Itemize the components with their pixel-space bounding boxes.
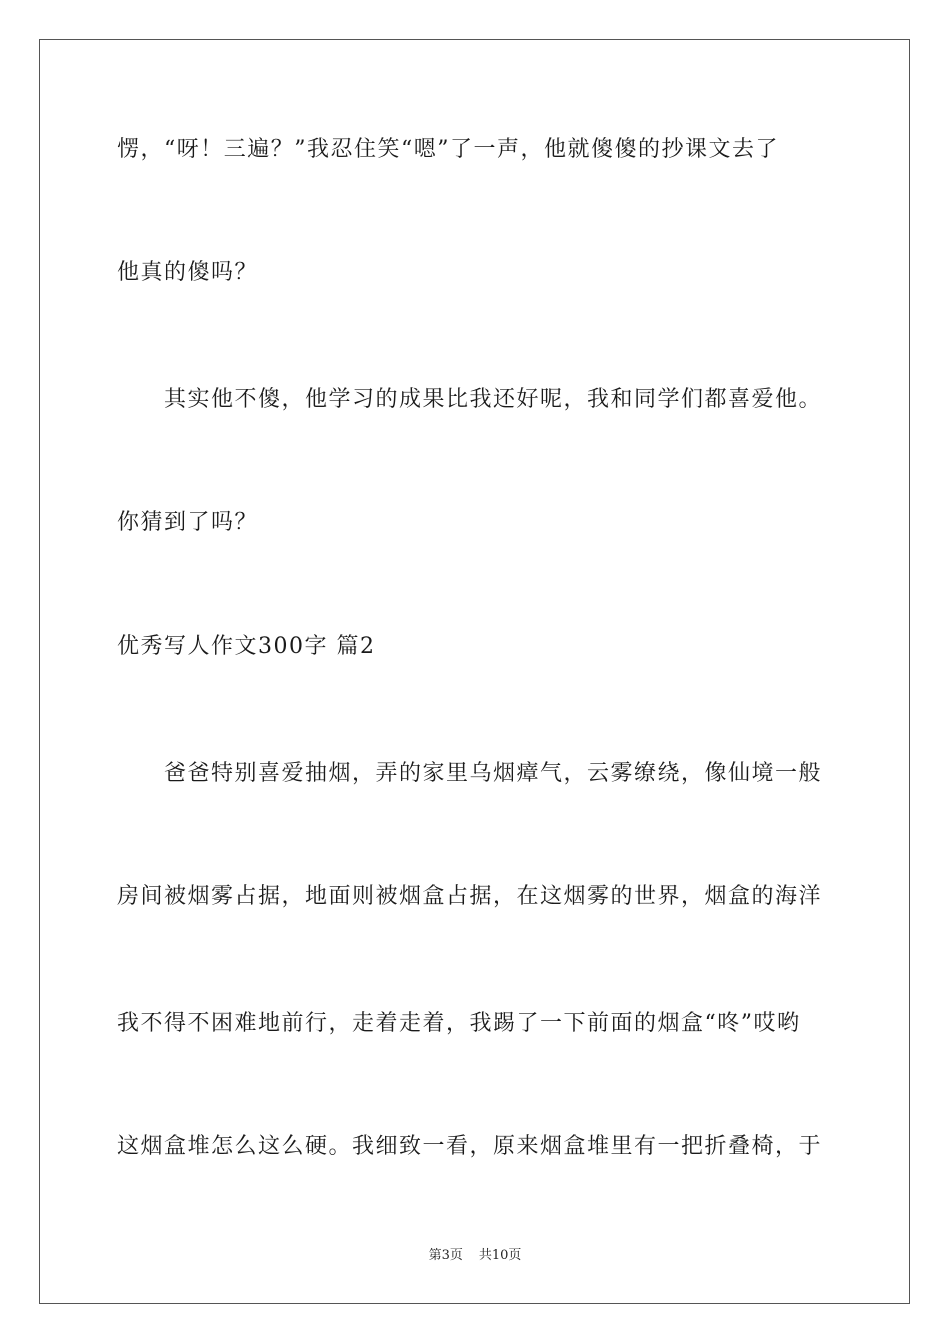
text-line-1: 愣，“呀！三遍？”我忍住笑“嗯”了一声，他就傻傻的抄课文去了 bbox=[117, 137, 779, 162]
page-total: 共10页 bbox=[478, 1248, 522, 1263]
page-number: 第3页 bbox=[428, 1248, 463, 1263]
text-line-4: 你猜到了吗？ bbox=[117, 510, 259, 535]
text-line-3: 其实他不傻，他学习的成果比我还好呢，我和同学们都喜爱他。 bbox=[164, 387, 823, 412]
page-border bbox=[39, 39, 910, 1304]
text-line-6: 爸爸特别喜爱抽烟，弄的家里乌烟瘴气，云雾缭绕，像仙境一般 bbox=[164, 761, 823, 786]
text-line-7: 房间被烟雾占据，地面则被烟盒占据，在这烟雾的世界，烟盒的海洋 bbox=[117, 884, 823, 909]
page-footer bbox=[0, 1247, 950, 1265]
text-line-8: 我不得不困难地前行，走着走着，我踢了一下前面的烟盒“咚”哎哟 bbox=[117, 1011, 801, 1036]
text-line-9: 这烟盒堆怎么这么硬。我细致一看，原来烟盒堆里有一把折叠椅，于 bbox=[117, 1134, 823, 1159]
text-line-2: 他真的傻吗？ bbox=[117, 260, 259, 285]
section-heading: 优秀写人作文300字 篇2 bbox=[117, 634, 376, 659]
